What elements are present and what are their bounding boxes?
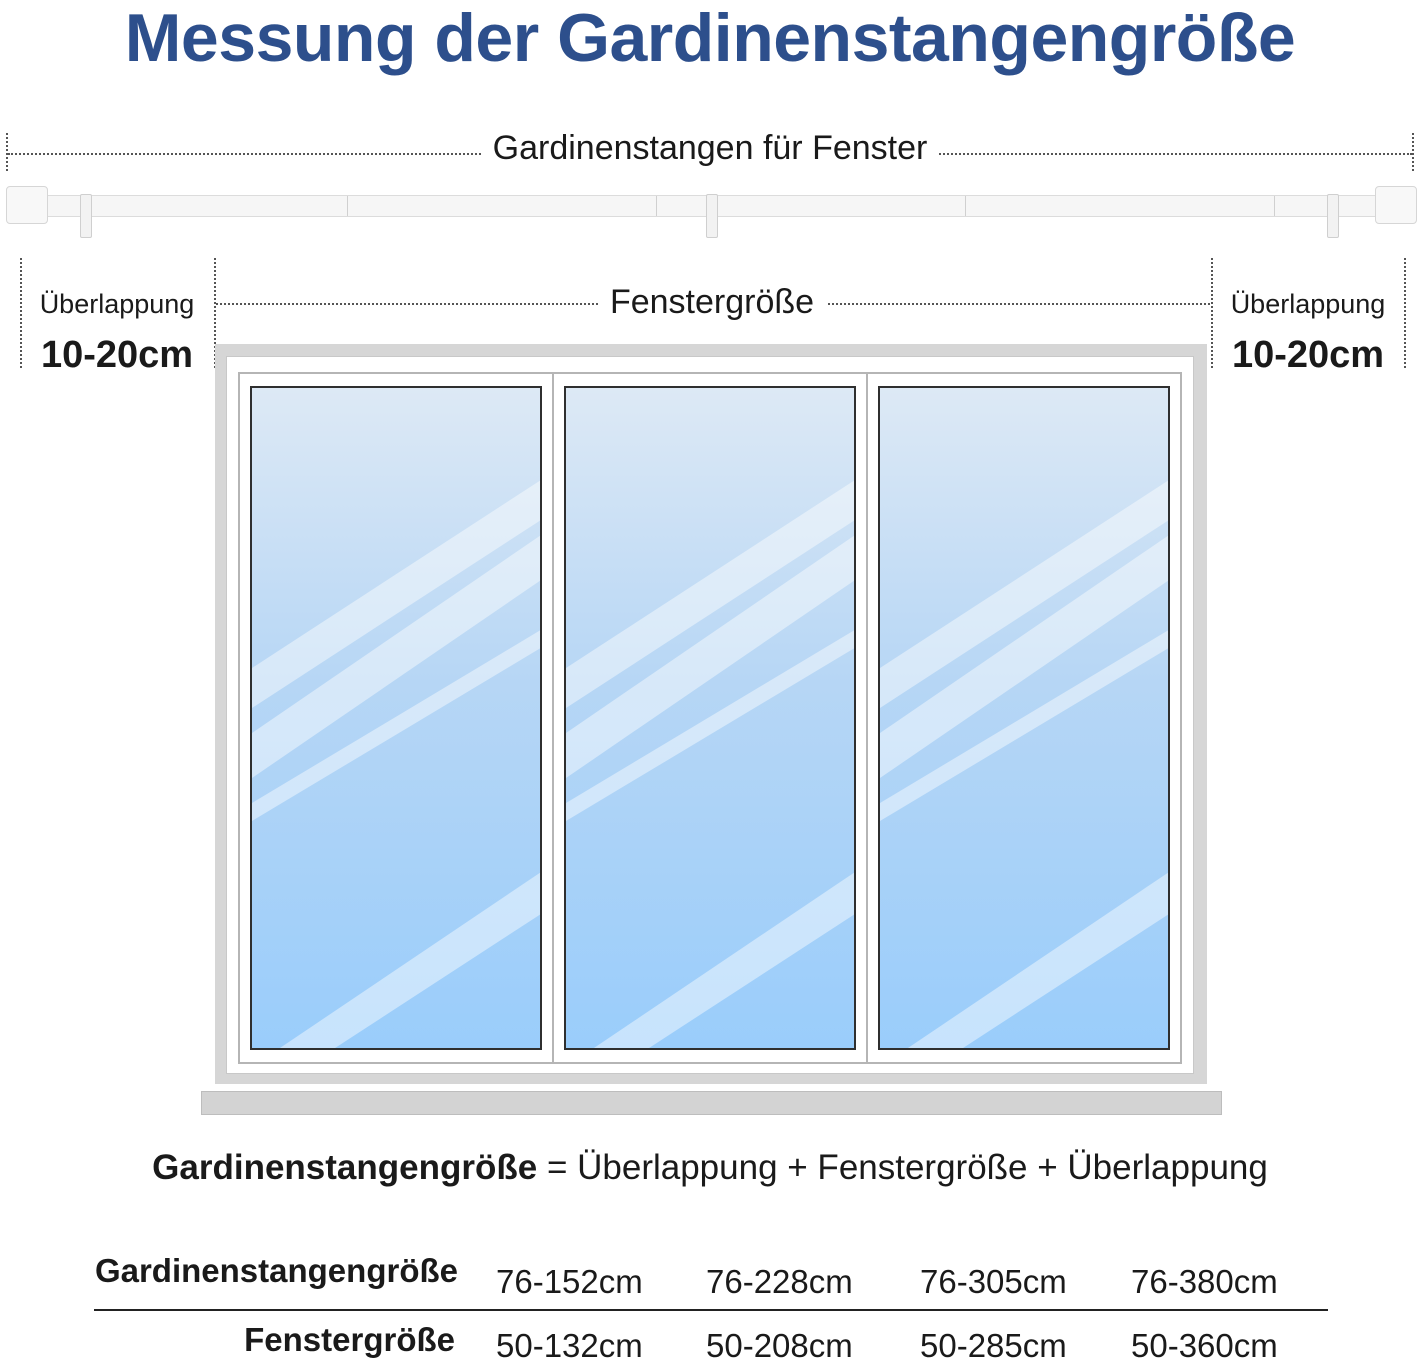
table-cell: 50-132cm [496, 1327, 643, 1364]
rod-segment-joint [656, 196, 657, 216]
rod-bracket-center [706, 194, 718, 238]
glass-reflection [880, 388, 1170, 1050]
window-pane-left [250, 386, 542, 1050]
window-sill [201, 1091, 1222, 1115]
table-cell: 50-208cm [706, 1327, 853, 1364]
formula-rhs: = Überlappung + Fenstergröße + Überlappung [546, 1148, 1268, 1187]
glass-reflection [566, 388, 856, 1050]
window-pane-right [878, 386, 1170, 1050]
rod-finial-left [6, 186, 48, 224]
rod-bracket-right [1327, 194, 1339, 238]
rod-label: Gardinenstangen für Fenster [481, 129, 940, 167]
overlap-left-label: Überlappung [39, 289, 195, 319]
glass-reflection [252, 388, 542, 1050]
rod-finial-right [1375, 186, 1417, 224]
table-row-header-window: Fenstergröße [244, 1321, 455, 1358]
table-divider [94, 1309, 1328, 1311]
overlap-left-value: 10-20cm [40, 334, 194, 376]
formula-lhs: Gardinenstangengröße [152, 1148, 538, 1187]
table-cell: 76-380cm [1131, 1263, 1278, 1300]
window-label: Fenstergröße [598, 283, 826, 321]
rod-segment-joint [1274, 196, 1275, 216]
overlap-right-label: Überlappung [1230, 289, 1386, 319]
overlap-right-tick-outer [1404, 258, 1406, 368]
table-cell: 50-360cm [1131, 1327, 1278, 1364]
window-label-wrap [560, 282, 864, 322]
page-title: Messung der Gardinenstangengröße [124, 0, 1296, 76]
table-row-header-rod: Gardinenstangengröße [94, 1252, 458, 1289]
rod-label-wrap [0, 128, 1420, 168]
rod-segment-joint [347, 196, 348, 216]
formula [0, 1146, 1420, 1190]
rod-bracket-left [80, 194, 92, 238]
table-cell: 76-305cm [920, 1263, 1067, 1300]
overlap-right-value: 10-20cm [1231, 334, 1385, 376]
window-pane-center [564, 386, 856, 1050]
rod-segment-joint [965, 196, 966, 216]
table-cell: 76-152cm [496, 1263, 643, 1300]
table-cell: 50-285cm [920, 1327, 1067, 1364]
table-cell: 76-228cm [706, 1263, 853, 1300]
